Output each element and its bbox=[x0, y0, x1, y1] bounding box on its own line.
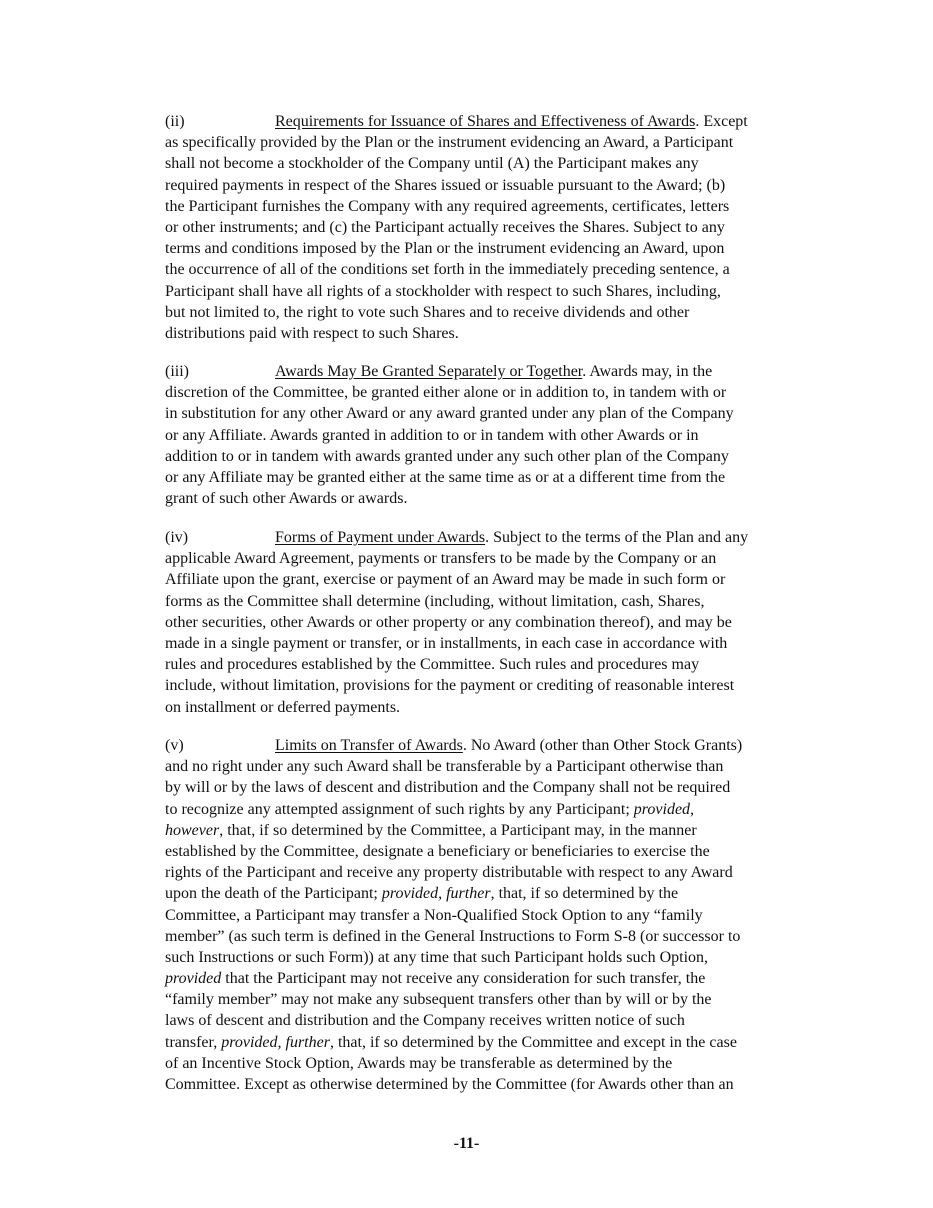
section-iv-number: (iv) bbox=[165, 529, 189, 546]
section-v-line-4: to recognize any attempted assignment of such rights by any Participant; provided, bbox=[165, 800, 695, 818]
section-iii-number: (iii) bbox=[165, 363, 189, 380]
section-v-line-14: laws of descent and distribution and the Company receives written notice of such bbox=[165, 1012, 685, 1030]
section-ii-line-6: or other instruments; and (c) the Participant actually receives the Shares. Subject to any bbox=[165, 218, 725, 236]
section-ii-line-3: shall not become a stockholder of the Company until (A) the Participant makes any bbox=[165, 155, 699, 173]
section-iv-line-9: on installment or deferred payments. bbox=[165, 698, 401, 716]
section-iv-line-2: applicable Award Agreement, payments or transfers to be made by the Company or an bbox=[165, 550, 717, 568]
section-iii bbox=[165, 361, 833, 509]
section-iii-line-4: or any Affiliate. Awards granted in addition to or in tandem with other Awards or in bbox=[165, 426, 699, 444]
section-v-line-5: however, that, if so determined by the Committee, a Participant may, in the manner bbox=[165, 821, 697, 839]
section-iii-line-5: addition to or in tandem with awards granted under any such other plan of the Company bbox=[165, 447, 729, 465]
section-iv bbox=[165, 527, 833, 718]
section-v-line-6: established by the Committee, designate a beneficiary or beneficiaries to exercise the bbox=[165, 842, 710, 860]
section-iv-line-5: other securities, other Awards or other property or any combination thereof), and may be bbox=[165, 613, 732, 631]
section-v-line-1: (v) Limits on Transfer of Awards. No Award (other than Other Stock Grants) bbox=[165, 735, 833, 756]
section-v-line-12: provided that the Participant may not receive any consideration for such transfer, the bbox=[165, 970, 706, 988]
section-iv-line-6: made in a single payment or transfer, or in installments, in each case in accordance with bbox=[165, 634, 728, 652]
section-iv-line-8: include, without limitation, provisions for the payment or crediting of reasonable interest bbox=[165, 677, 735, 695]
section-v-line-11: such Instructions or such Form)) at any time that such Participant holds such Option, bbox=[165, 948, 709, 966]
section-ii-line-2: as specifically provided by the Plan or the instrument evidencing an Award, a Participant bbox=[165, 134, 734, 152]
section-ii-line-4: required payments in respect of the Shares issued or issuable pursuant to the Award; (b) bbox=[165, 176, 726, 194]
section-ii-line-5: the Participant furnishes the Company with any required agreements, certificates, letters bbox=[165, 197, 730, 215]
page-number: -11- bbox=[453, 1135, 480, 1152]
section-v-line-17: Committee. Except as otherwise determined by the Committee (for Awards other than an bbox=[165, 1076, 734, 1093]
section-v-line-13: “family member” may not make any subsequent transfers other than by will or by the bbox=[165, 991, 712, 1009]
section-v-line-9: Committee, a Participant may transfer a Non-Qualified Stock Option to any “family bbox=[165, 906, 703, 924]
section-iii-line-7: grant of such other Awards or awards. bbox=[165, 490, 408, 508]
italic-provided: provided, bbox=[633, 800, 695, 818]
section-ii bbox=[165, 111, 833, 344]
section-ii-line-9: Participant shall have all rights of a stockholder with respect to such Shares, including, bbox=[165, 282, 721, 300]
section-iv-line-7: rules and procedures established by the Committee. Such rules and procedures may bbox=[165, 656, 700, 674]
section-ii-line-1: (ii) Requirements for Issuance of Shares and Effectiveness of Awards. Except bbox=[165, 111, 833, 132]
section-v-line-8: upon the death of the Participant; provided, further, that, if so determined by the bbox=[165, 885, 679, 903]
section-ii-line-11: distributions paid with respect to such Shares. bbox=[165, 324, 459, 342]
italic-provided-further-2: provided, further bbox=[221, 1033, 330, 1051]
section-iv-line-3: Affiliate upon the grant, exercise or payment of an Award may be made in such form or bbox=[165, 571, 726, 589]
section-iii-line-6: or any Affiliate may be granted either at the same time as or at a different time from the bbox=[165, 468, 726, 486]
section-iii-line-3: in substitution for any other Award or any award granted under any plan of the Company bbox=[165, 405, 734, 423]
section-ii-line-8: the occurrence of all of the conditions set forth in the immediately preceding sentence, a bbox=[165, 261, 730, 279]
italic-provided-plain: provided bbox=[165, 970, 222, 988]
section-v bbox=[165, 735, 833, 1095]
section-iii-line-2: discretion of the Committee, be granted either alone or in addition to, in tandem with or bbox=[165, 384, 727, 402]
section-v-heading: Limits on Transfer of Awards bbox=[275, 737, 463, 754]
section-iv-line-1: (iv) Forms of Payment under Awards. Subject to the terms of the Plan and any bbox=[165, 527, 833, 548]
section-v-line-15: transfer, provided, further, that, if so determined by the Committee and except in the case bbox=[165, 1033, 737, 1051]
section-v-line-3: by will or by the laws of descent and distribution and the Company shall not be required bbox=[165, 779, 731, 797]
section-v-number: (v) bbox=[165, 737, 184, 754]
section-v-line-16: of an Incentive Stock Option, Awards may be transferable as determined by the bbox=[165, 1054, 673, 1072]
italic-however: however bbox=[165, 821, 220, 839]
section-ii-number: (ii) bbox=[165, 113, 185, 130]
section-ii-heading: Requirements for Issuance of Shares and Effectiveness of Awards bbox=[275, 113, 696, 130]
section-ii-line-10: but not limited to, the right to vote such Shares and to receive dividends and other bbox=[165, 303, 690, 321]
section-v-line-7: rights of the Participant and receive any property distributable with respect to any Award bbox=[165, 864, 733, 882]
section-iii-heading: Awards May Be Granted Separately or Together bbox=[275, 363, 583, 380]
section-v-line-2: and no right under any such Award shall be transferable by a Participant otherwise than bbox=[165, 758, 724, 776]
section-v-line-10: member” (as such term is defined in the General Instructions to Form S-8 (or successor to bbox=[165, 927, 741, 945]
section-ii-line-7: terms and conditions imposed by the Plan or the instrument evidencing an Award, upon bbox=[165, 240, 725, 258]
section-iv-line-4: forms as the Committee shall determine (including, without limitation, cash, Shares, bbox=[165, 592, 705, 610]
section-iii-line-1: (iii) Awards May Be Granted Separately or Together. Awards may, in the bbox=[165, 361, 833, 382]
italic-provided-further: provided, further bbox=[381, 885, 491, 903]
section-iv-heading: Forms of Payment under Awards bbox=[275, 529, 486, 546]
